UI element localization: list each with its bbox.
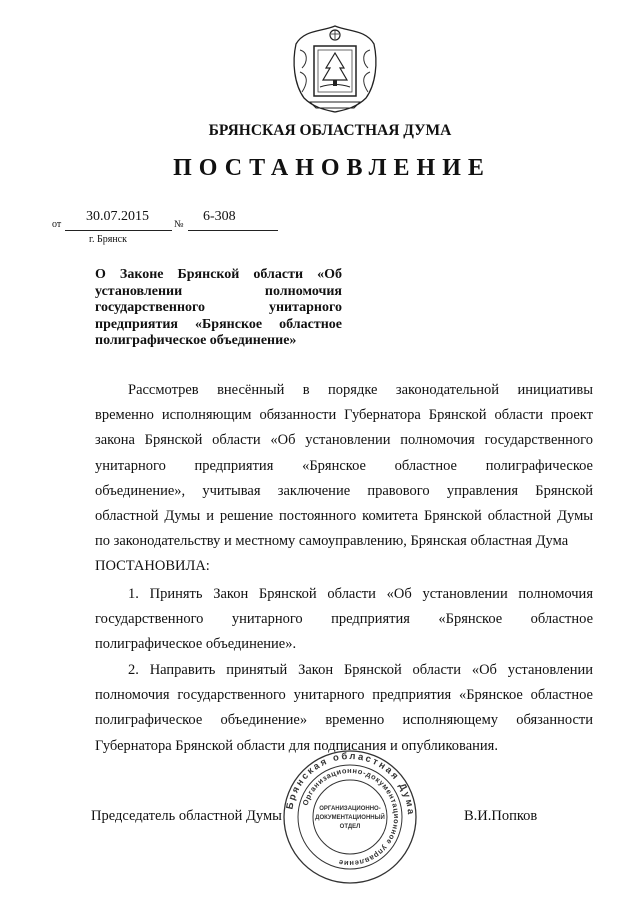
subject-line: предприятия «Брянское областное <box>95 316 342 332</box>
number-prefix: № <box>174 219 184 230</box>
document-type-title: ПОСТАНОВЛЕНИЕ <box>173 155 491 181</box>
subject-line: государственного унитарного <box>95 300 342 316</box>
subject-line: установлении полномочия <box>95 283 342 299</box>
body-line: полиграфическое объединение». <box>95 636 297 653</box>
body-line: 2. Направить принятый Закон Брянской области «Об установлении <box>128 662 593 678</box>
body-line: Губернатора Брянской области для подписания и опубликования. <box>95 737 498 754</box>
body-line: по законодательству и местному самоуправлению, Брянская областная Дума <box>95 533 569 550</box>
resolved-heading: ПОСТАНОВИЛА: <box>95 558 210 575</box>
stamp-ring-text: Организационно-документационное управление <box>300 765 402 869</box>
date-underline <box>65 230 172 231</box>
date-prefix: от <box>52 219 62 230</box>
official-stamp <box>282 749 418 885</box>
signatory-position: Председатель областной Думы <box>91 808 282 824</box>
body-line: 1. Принять Закон Брянской области «Об установлении полномочия <box>128 586 593 602</box>
preamble-paragraph <box>95 378 593 580</box>
city-name: г. Брянск <box>89 234 127 245</box>
document-subject <box>95 267 342 350</box>
stamp-center-line: ОТДЕЛ <box>339 824 361 830</box>
body-line: областной Думы и решение постоянного комитета Брянской областной Думы <box>95 508 593 525</box>
document-date: 30.07.2015 <box>86 209 149 224</box>
resolution-item-1 <box>95 582 593 658</box>
body-line: государственного унитарного предприятия «Брянское областное <box>95 611 593 628</box>
body-line: объединение», учитывая заключение правового управления Брянской <box>95 482 593 499</box>
signatory-name: В.И.Попков <box>464 808 538 824</box>
stamp-center-line: ДОКУМЕНТАЦИОННЫЙ <box>315 815 385 821</box>
subject-line: О Законе Брянской области «Об <box>95 267 342 282</box>
stamp-outer-text: Брянская областная Дума <box>284 750 417 817</box>
body-line: полномочия государственного унитарного предприятия «Брянское областное <box>95 687 593 704</box>
stamp-center-line: ОРГАНИЗАЦИОННО- <box>319 806 381 812</box>
body-line: полиграфическое объединение» временно исполняющему обязанности <box>95 712 593 729</box>
number-underline <box>188 230 278 231</box>
coat-of-arms-emblem <box>290 22 380 114</box>
organization-name: БРЯНСКАЯ ОБЛАСТНАЯ ДУМА <box>208 122 452 139</box>
body-line: унитарного предприятия «Брянское областное полиграфическое <box>95 457 593 474</box>
document-number: 6-308 <box>203 209 236 224</box>
body-line: Рассмотрев внесённый в порядке законодательной инициативы <box>128 382 593 398</box>
resolution-item-2 <box>95 658 593 759</box>
body-line: закона Брянской области «Об установлении полномочия государственного <box>95 432 593 449</box>
body-line: временно исполняющим обязанности Губернатора Брянской области проект <box>95 407 593 424</box>
subject-line: полиграфическое объединение» <box>95 333 297 349</box>
